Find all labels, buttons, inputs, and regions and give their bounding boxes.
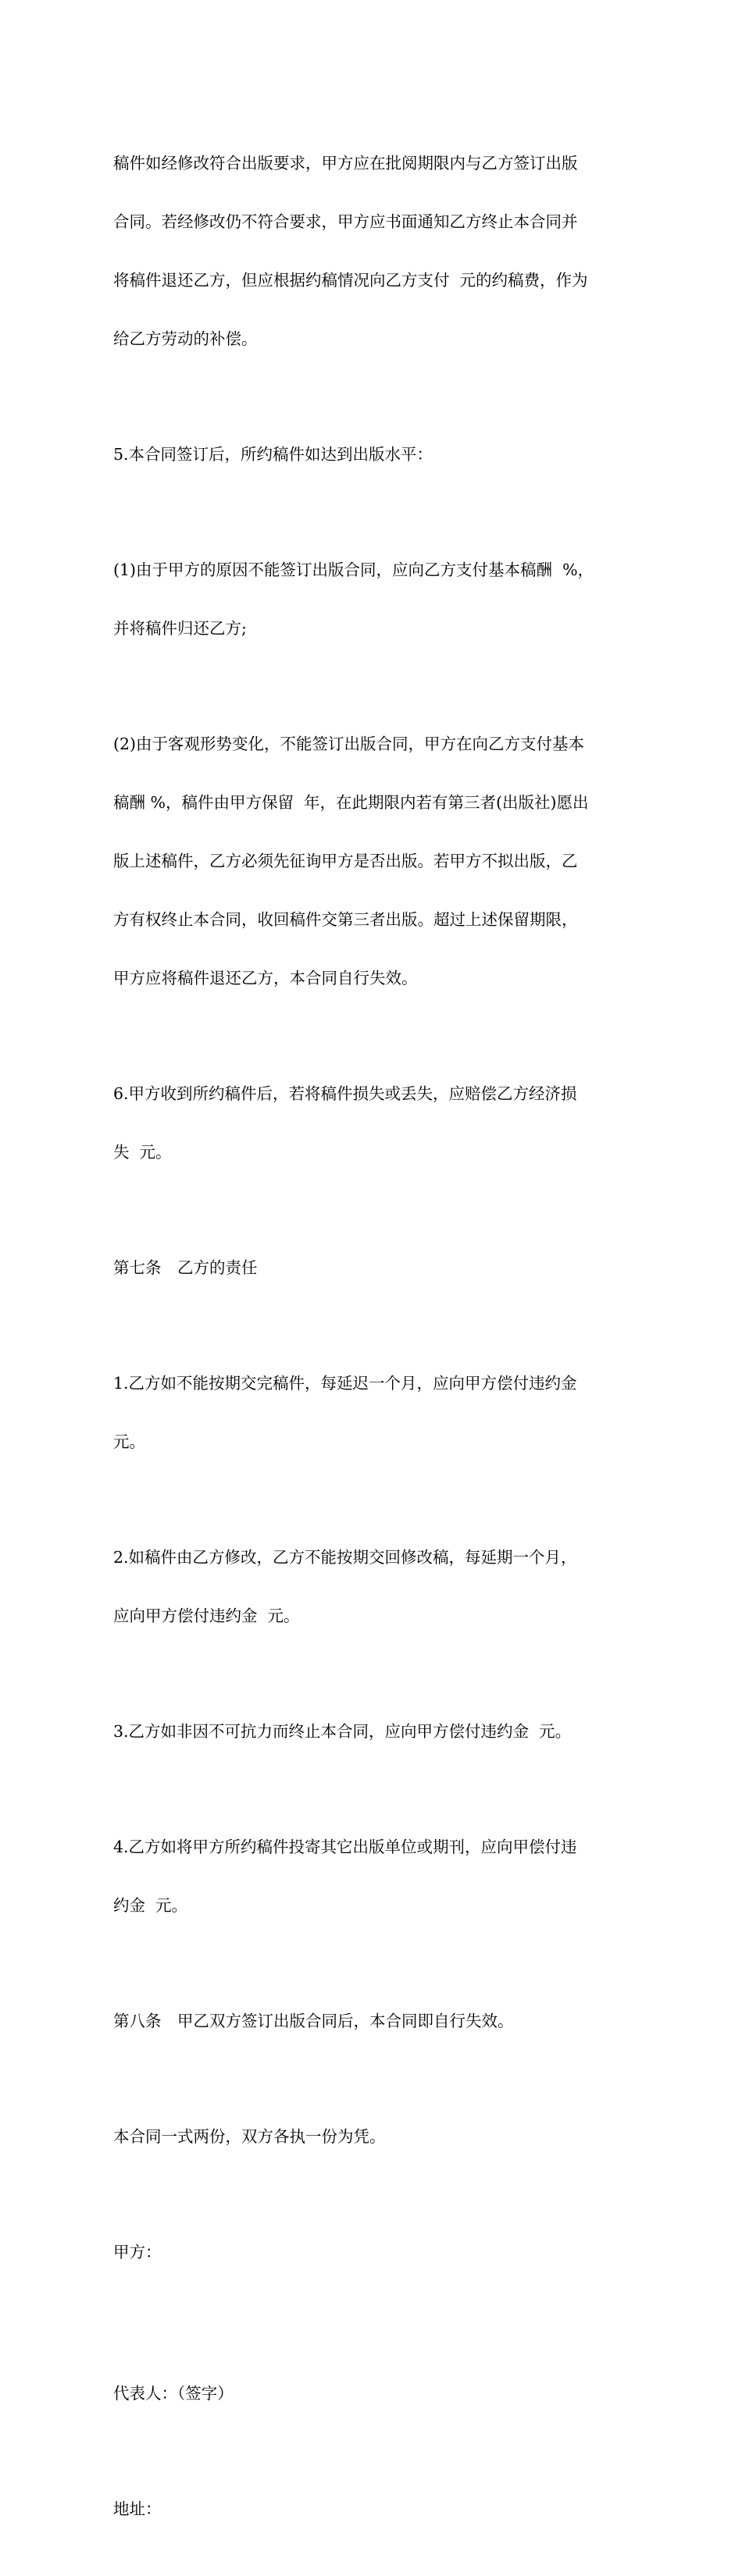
text-line: 稿酬 %，稿件由甲方保留 年，在此期限内若有第三者(出版社)愿出 — [113, 793, 589, 812]
text-line: 甲方应将稿件退还乙方，本合同自行失效。 — [113, 969, 418, 987]
clause-5-heading — [113, 406, 630, 503]
text-line: 4.乙方如将甲方所约稿件投寄其它出版单位或期刊，应向甲偿付违 — [113, 1838, 577, 1856]
copies-statement — [113, 2088, 630, 2186]
text-line: 本合同一式两份，双方各执一份为凭。 — [113, 2127, 386, 2146]
address-label — [113, 2460, 630, 2558]
text-line: 第八条 甲乙双方签订出版合同后，本合同即自行失效。 — [113, 2012, 514, 2030]
text-line: 版上述稿件，乙方必须先征询甲方是否出版。若甲方不拟出版，乙 — [113, 852, 578, 870]
text-line: (2)由于客观形势变化，不能签订出版合同，甲方在向乙方支付基本 — [113, 735, 585, 753]
text-line: 6.甲方收到所约稿件后，若将稿件损失或丢失，应赔偿乙方经济损 — [113, 1084, 577, 1103]
article-7-item-1 — [113, 1335, 630, 1491]
text-line: 第七条 乙方的责任 — [113, 1258, 258, 1277]
clause-6 — [113, 1045, 630, 1201]
text-line: 代表人：（签字） — [113, 2384, 234, 2403]
article-8 — [113, 1973, 630, 2070]
representative-signature-label — [113, 2345, 630, 2443]
text-line: 1.乙方如不能按期交完稿件，每延迟一个月，应向甲方偿付违约金 — [113, 1374, 577, 1393]
article-7-item-4 — [113, 1799, 630, 1955]
text-line: (1)由于甲方的原因不能签订出版合同，应向乙方支付基本稿酬 %， — [113, 560, 594, 579]
article-7-item-2 — [113, 1509, 630, 1665]
text-line: 3.乙方如非因不可抗力而终止本合同，应向甲方偿付违约金 元。 — [113, 1722, 572, 1741]
clause-5-item-1 — [113, 521, 630, 678]
clause-5-item-2 — [113, 696, 630, 1027]
text-line: 甲方： — [113, 2243, 162, 2261]
text-line: 应向甲方偿付违约金 元。 — [113, 1606, 300, 1625]
paragraph-manuscript-revision — [113, 115, 630, 388]
article-7-item-3 — [113, 1683, 630, 1781]
text-line: 并将稿件归还乙方; — [113, 619, 247, 638]
text-line: 给乙方劳动的补偿。 — [113, 329, 258, 348]
party-a-label — [113, 2204, 630, 2301]
text-line: 2.如稿件由乙方修改，乙方不能按期交回修改稿，每延期一个月， — [113, 1548, 577, 1567]
text-line: 地址： — [113, 2500, 162, 2518]
text-line: 约金 元。 — [113, 1896, 188, 1915]
text-line: 方有权终止本合同，收回稿件交第三者出版。超过上述保留期限， — [113, 910, 578, 929]
text-line: 失 元。 — [113, 1143, 172, 1162]
text-line: 将稿件退还乙方，但应根据约稿情况向乙方支付 元的约稿费，作为 — [113, 271, 588, 290]
text-line: 元。 — [113, 1432, 145, 1451]
text-line: 稿件如经修改符合出版要求，甲方应在批阅期限内与乙方签订出版 — [113, 154, 578, 173]
text-line: 合同。若经修改仍不符合要求，甲方应书面通知乙方终止本合同并 — [113, 212, 578, 231]
text-line: 5.本合同签订后，所约稿件如达到出版水平： — [113, 445, 433, 464]
document-body — [113, 115, 630, 2576]
article-7-heading — [113, 1219, 630, 1317]
